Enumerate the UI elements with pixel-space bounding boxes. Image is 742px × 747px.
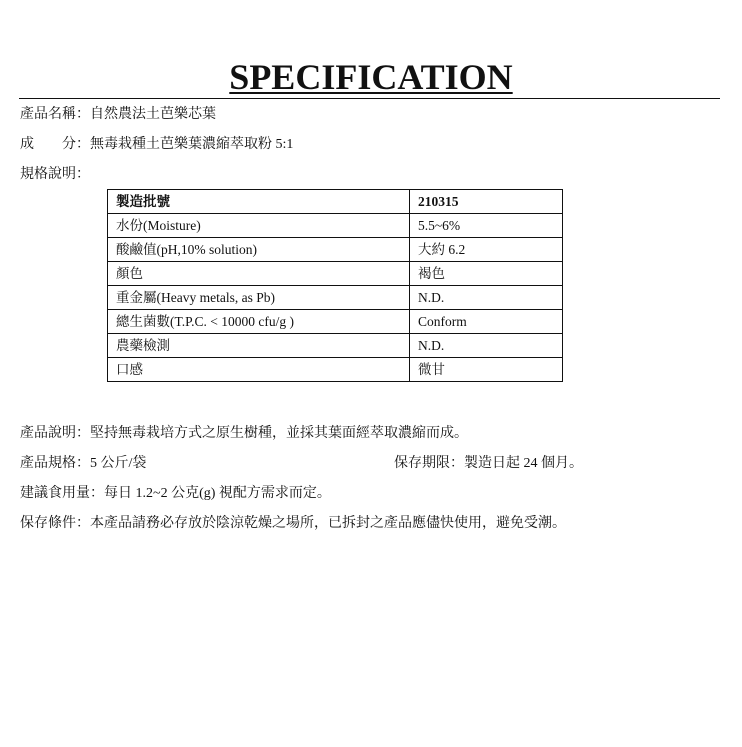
- table-row: [108, 214, 563, 238]
- table-row: [108, 286, 563, 310]
- spec-item-ph: 酸鹼值(pH,10% solution): [108, 238, 410, 262]
- product-name-line: 產品名稱：自然農法土芭樂芯葉: [20, 107, 216, 122]
- spec-item-tpc: 總生菌數(T.P.C. < 10000 cfu/g ): [108, 310, 410, 334]
- suggested-use-line: 建議食用量：每日 1.2~2 公克(g) 視配方需求而定。: [20, 486, 331, 501]
- spec-item-pesticide: 農藥檢測: [108, 334, 410, 358]
- spec-table: [107, 189, 563, 382]
- spec-value-ph: 大約 6.2: [410, 238, 563, 262]
- spec-table-header-item: 製造批號: [108, 190, 410, 214]
- spec-value-pesticide: N.D.: [410, 334, 563, 358]
- product-description-line: 產品說明：堅持無毒栽培方式之原生樹種，並採其葉面經萃取濃縮而成。: [20, 426, 468, 441]
- spec-value-tpc: Conform: [410, 310, 563, 334]
- spec-value-color: 褐色: [410, 262, 563, 286]
- storage-conditions-line: 保存條件：本產品請務必存放於陰涼乾燥之場所，已拆封之產品應儘快使用，避免受潮。: [20, 516, 566, 531]
- table-row: [108, 262, 563, 286]
- spec-item-moisture: 水份(Moisture): [108, 214, 410, 238]
- spec-item-taste: 口感: [108, 358, 410, 382]
- spec-label: 規格說明：: [20, 167, 90, 182]
- spec-table-header-value: 210315: [410, 190, 563, 214]
- document-title-text: SPECIFICATION: [229, 57, 513, 97]
- spec-table-header-row: [108, 190, 563, 214]
- table-row: [108, 334, 563, 358]
- shelf-life-line: 保存期限：製造日起 24 個月。: [394, 456, 583, 471]
- spec-value-moisture: 5.5~6%: [410, 214, 563, 238]
- table-row: [108, 238, 563, 262]
- ingredients-line: 成 分：無毒栽種土芭樂葉濃縮萃取粉 5:1: [20, 137, 294, 152]
- spec-item-color: 顏色: [108, 262, 410, 286]
- spec-value-taste: 微甘: [410, 358, 563, 382]
- title-divider: [19, 98, 720, 99]
- package-spec-line: 產品規格：5 公斤/袋: [20, 456, 147, 471]
- spec-value-heavy-metals: N.D.: [410, 286, 563, 310]
- table-row: [108, 358, 563, 382]
- spec-item-heavy-metals: 重金屬(Heavy metals, as Pb): [108, 286, 410, 310]
- document-title: [0, 57, 742, 97]
- table-row: [108, 310, 563, 334]
